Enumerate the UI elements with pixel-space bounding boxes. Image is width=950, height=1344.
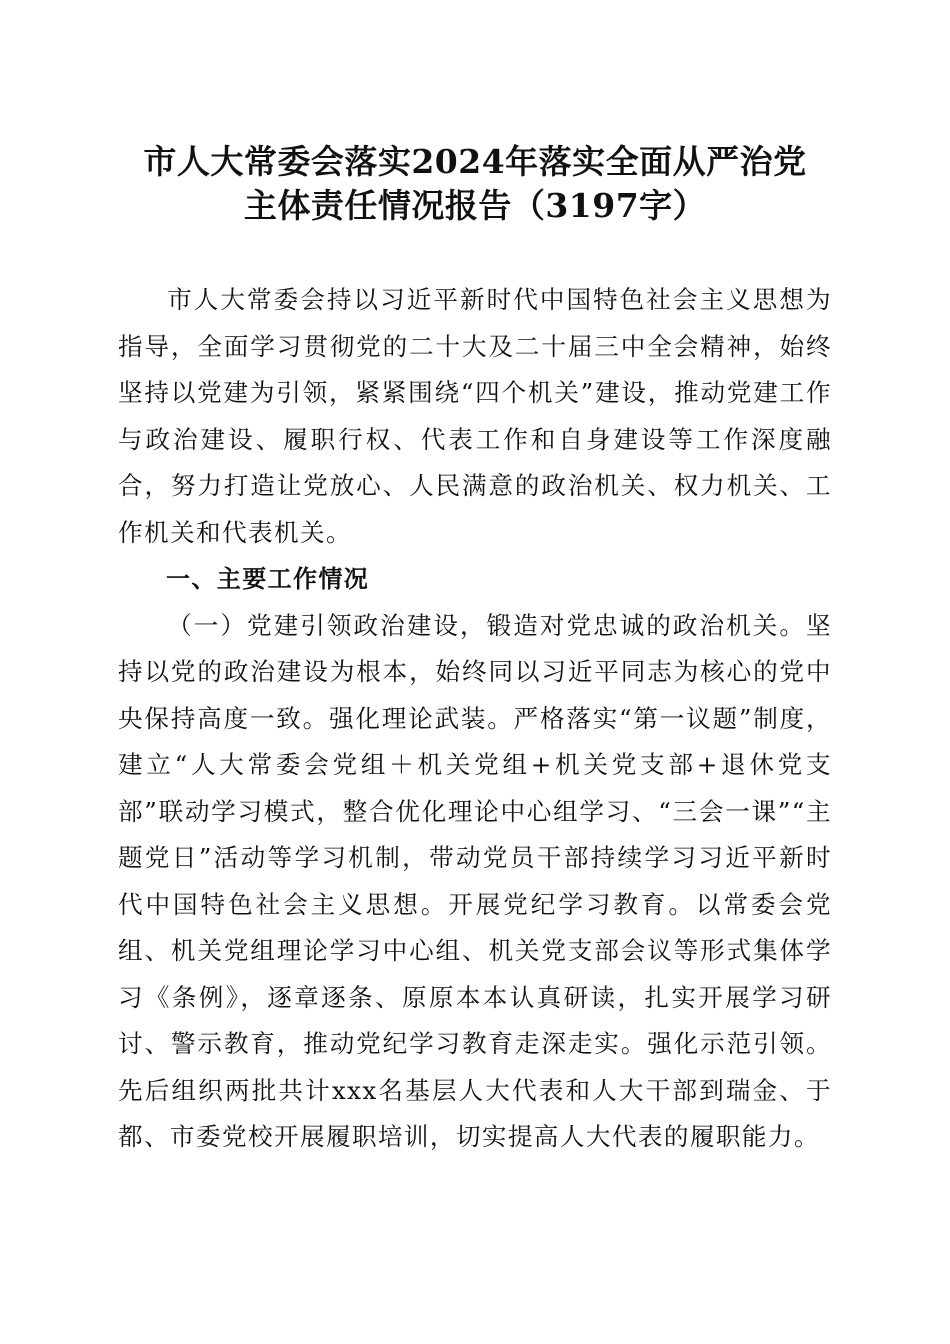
- document-title: [100, 140, 850, 228]
- intro-paragraph: 市人大常委会持以习近平新时代中国特色社会主义思想为指导，全面学习贯彻党的二十大及二十届三中全会精神，始终坚持以党建为引领，紧紧围绕“四个机关”建设，推动党建工作与政治建设、履职行权、代表工作和自身建设等工作深度融合，努力打造让党放心、人民满意的政治机关、权力机关、工作机关和代表机关。: [118, 285, 832, 547]
- title-line-1: 市人大常委会落实2024年落实全面从严治党: [143, 142, 807, 181]
- title-line-2: 主体责任情况报告（3197字）: [243, 186, 707, 225]
- section-paragraph-party-building: （一）党建引领政治建设，锻造对党忠诚的政治机关。坚持以党的政治建设为根本，始终同以习近平同志为核心的党中央保持高度一致。强化理论武装。严格落实“第一议题”制度，建立“人大常委会党组＋机关党组+机关党支部+退休党支部”联动学习模式，整合优化理论中心组学习、“三会一课”“主题党日”活动等学习机制，带动党员干部持续学习习近平新时代中国特色社会主义思想。开展党纪学习教育。以常委会党组、机关党组理论学习中心组、机关党支部会议等形式集体学习《条例》，逐章逐条、原原本本认真研读，扎实开展学习研讨、警示教育，推动党纪学习教育走深走实。强化示范引领。先后组织两批共计xxx名基层人大代表和人大干部到瑞金、于都、市委党校开展履职培训，切实提高人大代表的履职能力。: [118, 610, 832, 1151]
- document-body: [118, 277, 832, 1161]
- section-heading-main-work: 一、主要工作情况: [166, 565, 370, 593]
